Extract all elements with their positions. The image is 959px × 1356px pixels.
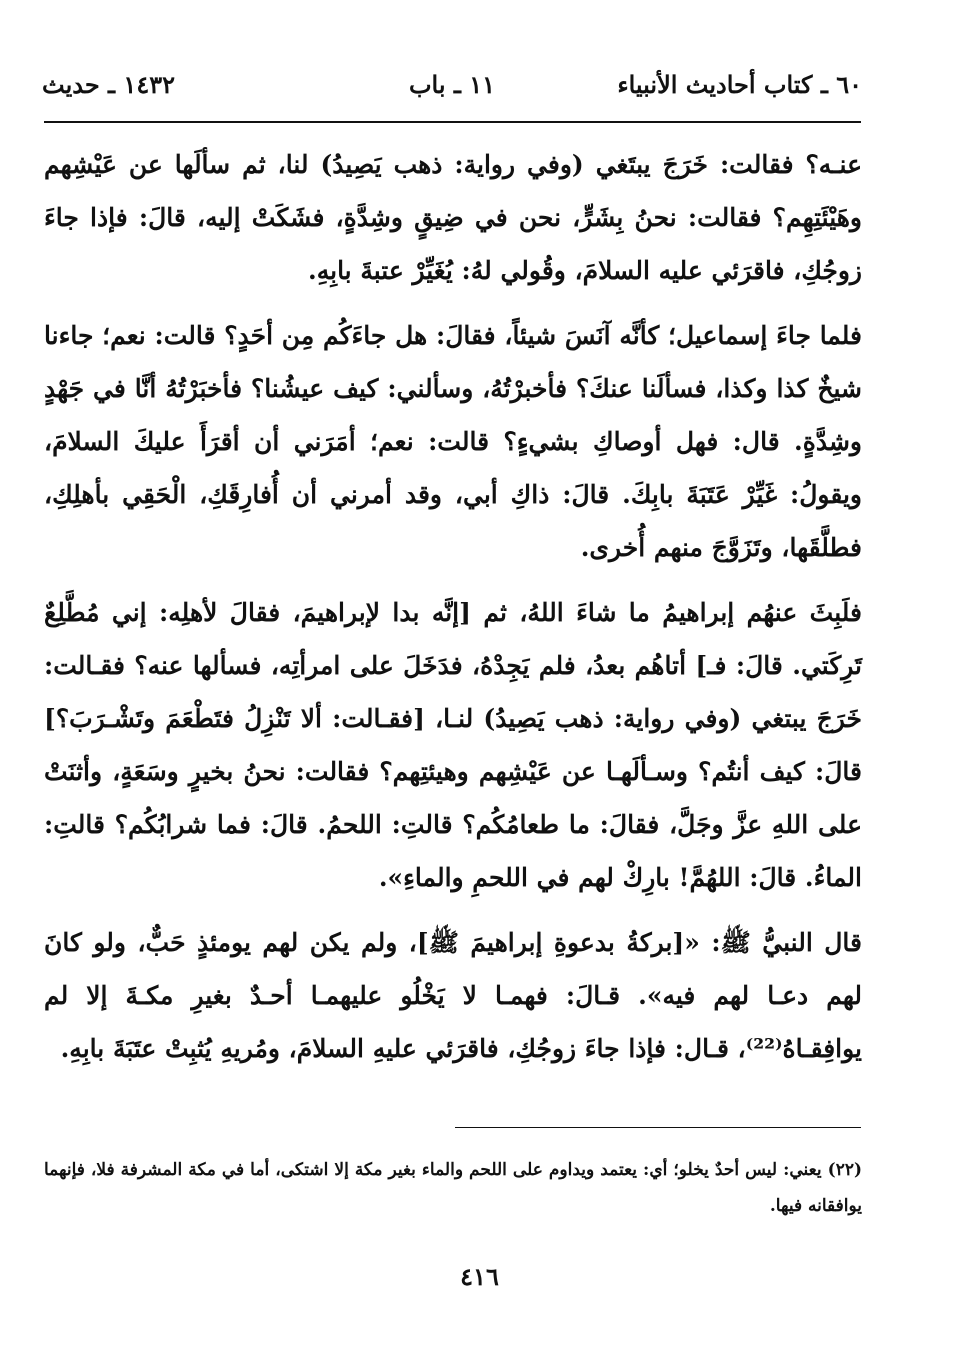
footnote-rule — [455, 1127, 861, 1128]
paragraph: فلما جاءَ إسماعيل؛ كأنَّه آنَسَ شيئاً، فقالَ: هل جاءَكُم مِن أحَدٍ؟ قالت: نعم؛ جاءنا شيخٌ كذا وكذا، فسألَنا عنكَ؟ فأخبرْتُهُ، وسألني: كيف عيشُنا؟ فأخبَرْتُهُ أنَّا في جَهْدٍ وشِدَّةٍ. قال: فهل أوصاكِ بشيءٍ؟ قالت: نعم؛ أمَرَني أن أقرَأَ عليكَ السلامَ، ويقولُ: غَيِّرْ عَتَبَةَ بابِكَ. قالَ: ذاكِ أبي، وقد أمرني أن أُفارِقَكِ، الْحَقِي بأهلِكِ، فطلَّقَها، وتَزَوَّجَ منهم أُخرى. — [44, 321, 862, 562]
header-rule — [44, 121, 861, 123]
main-text — [44, 138, 862, 1087]
paragraph: عنـه؟ فقالت: خَرَجَ يبتَغي (وفي رواية: ذهب يَصِيدُ) لنا، ثم سألَها عن عَيْشِهم وهَيْئَتِهِم؟ فقالت: نحنُ بِشَرٍّ، نحن في ضِيقٍ وشِدَّةٍ، فشَكَتْ إليه، قالَ: فإذا جاءَ زوجُكِ، فاقرَئي عليه السلامَ، وقُولي لهُ: يُغَيِّرْ عتبةَ بابِهِ. — [44, 150, 862, 285]
header-chapter: ١١ ـ باب — [408, 70, 496, 99]
footnote: (٢٢) يعني: ليس أحدٌ يخلو؛ أي: يعتمد ويداوم على اللحم والماء بغير مكة إلا اشتكى، أما في مكة المشرفة فلا، فإنهما يوافقانه فيها. — [44, 1160, 862, 1216]
paragraph: فلَبِثَ عنهُم إبراهيمُ ما شاءَ اللهُ، ثم [إنَّه بدا لإبراهيمَ، فقالَ لأهلِه: إني مُطَّلِعٌ تَرِكَتي. قالَ: فـ] أتاهُم بعدُ، فلم يَجِدْهُ، فدَخَلَ على امرأتِه، فسألها عنه؟ فقـالت: خَرَجَ يبتغي (وفي رواية: ذهب يَصِيدُ) لنـا، [فقـالت: ألا تَنْزِلُ فتَطْعَمَ وتَشْـرَبَ؟] قالَ: كيف أنتُم؟ وسـألَهـا عن عَيْشِهم وهيئتِهم؟ فقالت: نحنُ بخيرٍ وسَعَةٍ، وأثنَتْ على اللهِ عزَّ وجَلَّ، فقالَ: ما طعامُكُم؟ قالتِ: اللحمُ. قالَ: فما شرابُكُم؟ قالتِ: الماءُ. قالَ: اللهُمَّ! بارِكْ لهم في اللحمِ والماءِ». — [44, 598, 862, 892]
page-number: ٤١٦ — [460, 1262, 499, 1291]
paragraph: قال النبيُّ ﷺ: «[بركةُ بدعوةِ إبراهيمَ ﷺ]، ولم يكن لهم يومئذٍ حَبٌّ، ولو كانَ لهم دعـا لهم فيه». قـالَ: فهمـا لا يَخْلُو عليهمـا أحـدٌ بغيرِ مكـةَ إلا لم يوافِقـاهُ⁽²²⁾، قـال: فإذا جاءَ زوجُكِ، فاقرَئي عليهِ السلامَ، ومُريهِ يُثبِتْ عتَبَةَ بابِهِ. — [44, 928, 862, 1063]
header-hadith-number: ١٤٣٢ ـ حديث — [42, 70, 175, 99]
running-header — [42, 70, 862, 110]
header-book-title: ٦٠ ـ كتاب أحاديث الأنبياء — [617, 70, 862, 99]
